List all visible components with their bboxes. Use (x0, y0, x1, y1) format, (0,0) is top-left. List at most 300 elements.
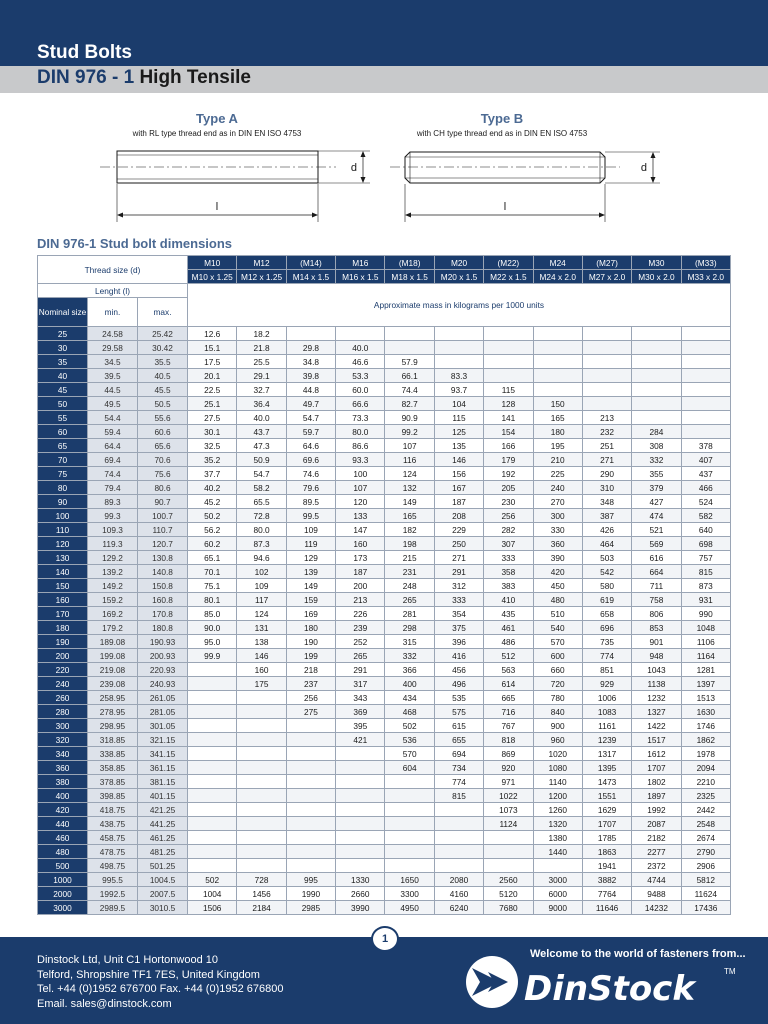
length-min-cell: 149.2 (88, 579, 138, 593)
mass-cell: 89.5 (286, 495, 335, 509)
mass-cell: 920 (484, 761, 533, 775)
nominal-size-cell: 420 (38, 803, 88, 817)
length-min-cell: 54.4 (88, 411, 138, 425)
mass-cell (237, 859, 286, 873)
mass-cell (484, 845, 533, 859)
length-max-cell: 240.93 (138, 677, 188, 691)
table-row (38, 691, 731, 705)
mass-cell (336, 845, 385, 859)
mass-cell: 291 (434, 565, 483, 579)
pitch-header: M22 x 1.5 (484, 270, 533, 284)
mass-cell: 40.0 (336, 341, 385, 355)
mass-cell (237, 775, 286, 789)
mass-cell: 427 (632, 495, 681, 509)
mass-cell: 379 (632, 481, 681, 495)
length-max-cell: 401.15 (138, 789, 188, 803)
mass-cell (286, 775, 335, 789)
mass-cell: 225 (533, 467, 582, 481)
mass-cell (188, 803, 237, 817)
mass-cell: 1140 (533, 775, 582, 789)
nominal-size-cell: 75 (38, 467, 88, 481)
mass-cell: 604 (385, 761, 434, 775)
mass-cell: 93.3 (336, 453, 385, 467)
pitch-header: M33 x 2.0 (681, 270, 730, 284)
table-row (38, 789, 731, 803)
mass-cell (484, 327, 533, 341)
length-min-cell: 69.4 (88, 453, 138, 467)
type-b-d-label: d (640, 162, 647, 174)
mass-cell (632, 369, 681, 383)
mass-cell: 43.7 (237, 425, 286, 439)
mass-cell: 120 (336, 495, 385, 509)
mass-cell: 774 (582, 649, 631, 663)
mass-cell: 74.6 (286, 467, 335, 481)
table-row (38, 411, 731, 425)
mass-cell: 818 (484, 733, 533, 747)
dimensions-table (37, 255, 731, 915)
mass-cell (484, 369, 533, 383)
mass-cell: 1232 (632, 691, 681, 705)
mass-cell: 7680 (484, 901, 533, 915)
mass-cell: 521 (632, 523, 681, 537)
nominal-size-cell: 140 (38, 565, 88, 579)
length-max-cell: 170.8 (138, 607, 188, 621)
type-b-l-label: l (503, 201, 507, 213)
mass-cell: 213 (582, 411, 631, 425)
mass-cell: 421 (336, 733, 385, 747)
type-a-title: Type A (196, 111, 238, 126)
mass-cell (385, 859, 434, 873)
mass-cell: 4744 (632, 873, 681, 887)
mass-cell: 464 (582, 537, 631, 551)
size-header: (M22) (484, 256, 533, 270)
nominal-size-cell: 120 (38, 537, 88, 551)
mass-cell: 780 (533, 691, 582, 705)
mass-cell: 1422 (632, 719, 681, 733)
length-max-cell: 381.15 (138, 775, 188, 789)
mass-cell: 757 (681, 551, 730, 565)
length-max-cell: 70.6 (138, 453, 188, 467)
mass-cell: 116 (385, 453, 434, 467)
table-row (38, 887, 731, 901)
mass-cell: 124 (385, 467, 434, 481)
mass-cell: 104 (434, 397, 483, 411)
length-min-cell: 2989.5 (88, 901, 138, 915)
mass-cell (286, 859, 335, 873)
mass-cell: 1978 (681, 747, 730, 761)
mass-cell: 39.8 (286, 369, 335, 383)
table-row (38, 495, 731, 509)
mass-cell: 1004 (188, 887, 237, 901)
mass-cell: 1863 (582, 845, 631, 859)
mass-cell: 175 (237, 677, 286, 691)
mass-cell: 70.1 (188, 565, 237, 579)
nominal-size-cell: 25 (38, 327, 88, 341)
mass-cell: 360 (533, 537, 582, 551)
mass-cell: 50.2 (188, 509, 237, 523)
mass-cell (533, 341, 582, 355)
mass-cell: 210 (533, 453, 582, 467)
mass-cell: 616 (632, 551, 681, 565)
length-max-cell: 321.15 (138, 733, 188, 747)
mass-cell: 56.2 (188, 523, 237, 537)
mass-cell: 192 (484, 467, 533, 481)
mass-cell: 199 (286, 649, 335, 663)
nominal-size-cell: 30 (38, 341, 88, 355)
mass-cell: 230 (484, 495, 533, 509)
nominal-size-cell: 45 (38, 383, 88, 397)
mass-cell: 141 (484, 411, 533, 425)
mass-cell: 1707 (632, 761, 681, 775)
mass-cell (582, 327, 631, 341)
mass-cell (434, 341, 483, 355)
nominal-size-cell: 440 (38, 817, 88, 831)
mass-cell: 929 (582, 677, 631, 691)
length-max-cell: 361.15 (138, 761, 188, 775)
mass-cell (385, 327, 434, 341)
mass-cell: 1395 (582, 761, 631, 775)
mass-cell: 332 (385, 649, 434, 663)
mass-cell: 80.1 (188, 593, 237, 607)
length-min-cell: 39.5 (88, 369, 138, 383)
mass-cell: 107 (385, 439, 434, 453)
page-title: Stud Bolts (37, 42, 132, 63)
mass-cell: 90.9 (385, 411, 434, 425)
mass-cell: 1473 (582, 775, 631, 789)
length-max-cell: 180.8 (138, 621, 188, 635)
mass-cell: 767 (484, 719, 533, 733)
table-row (38, 523, 731, 537)
table-row (38, 803, 731, 817)
mass-cell: 2182 (632, 831, 681, 845)
size-header: (M33) (681, 256, 730, 270)
nominal-size-cell: 70 (38, 453, 88, 467)
mass-cell: 660 (533, 663, 582, 677)
mass-cell (237, 831, 286, 845)
mass-cell: 131 (237, 621, 286, 635)
grade-label: High Tensile (139, 67, 251, 88)
mass-cell: 2548 (681, 817, 730, 831)
mass-cell: 15.1 (188, 341, 237, 355)
mass-cell (286, 719, 335, 733)
mass-cell: 1992 (632, 803, 681, 817)
mass-cell: 333 (434, 593, 483, 607)
mass-cell: 437 (681, 467, 730, 481)
table-row (38, 845, 731, 859)
mass-cell: 580 (582, 579, 631, 593)
mass-cell: 512 (484, 649, 533, 663)
table-row (38, 383, 731, 397)
mass-cell: 300 (533, 509, 582, 523)
mass-cell: 1551 (582, 789, 631, 803)
mass-cell (237, 733, 286, 747)
mass-cell: 205 (484, 481, 533, 495)
mass-cell: 180 (533, 425, 582, 439)
mass-cell: 735 (582, 635, 631, 649)
mass-cell (681, 369, 730, 383)
mass-cell: 11624 (681, 887, 730, 901)
size-header: (M18) (385, 256, 434, 270)
mass-cell: 869 (484, 747, 533, 761)
mass-cell: 2184 (237, 901, 286, 915)
mass-cell: 125 (434, 425, 483, 439)
mass-cell: 60.2 (188, 537, 237, 551)
mass-cell: 1260 (533, 803, 582, 817)
mass-cell: 57.9 (385, 355, 434, 369)
mass-cell: 900 (533, 719, 582, 733)
mass-cell: 149 (286, 579, 335, 593)
mass-cell: 85.0 (188, 607, 237, 621)
mass-cell: 1650 (385, 873, 434, 887)
nominal-size-cell: 190 (38, 635, 88, 649)
mass-cell (188, 705, 237, 719)
mass-cell: 366 (385, 663, 434, 677)
mass-cell (632, 355, 681, 369)
length-max-cell: 110.7 (138, 523, 188, 537)
size-header: M16 (336, 256, 385, 270)
mass-cell: 73.3 (336, 411, 385, 425)
min-label: min. (88, 298, 138, 327)
mass-cell: 851 (582, 663, 631, 677)
mass-cell: 1513 (681, 691, 730, 705)
length-max-cell: 301.05 (138, 719, 188, 733)
size-header: M12 (237, 256, 286, 270)
mass-cell: 22.5 (188, 383, 237, 397)
length-min-cell: 458.75 (88, 831, 138, 845)
pitch-header: M27 x 2.0 (582, 270, 631, 284)
length-label: Lenght (l) (38, 284, 188, 298)
nominal-size-cell: 380 (38, 775, 88, 789)
mass-cell: 256 (484, 509, 533, 523)
mass-cell: 1785 (582, 831, 631, 845)
length-max-cell: 100.7 (138, 509, 188, 523)
mass-cell: 27.5 (188, 411, 237, 425)
mass-cell: 4950 (385, 901, 434, 915)
pitch-header: M20 x 1.5 (434, 270, 483, 284)
table-row (38, 467, 731, 481)
table-row (38, 509, 731, 523)
mass-cell: 291 (336, 663, 385, 677)
length-min-cell: 159.2 (88, 593, 138, 607)
mass-cell: 2080 (434, 873, 483, 887)
type-a-d-label: d (350, 162, 357, 174)
size-header: M24 (533, 256, 582, 270)
mass-cell: 7764 (582, 887, 631, 901)
mass-cell (336, 831, 385, 845)
table-row (38, 817, 731, 831)
mass-cell: 66.6 (336, 397, 385, 411)
mass-cell: 354 (434, 607, 483, 621)
length-min-cell: 29.58 (88, 341, 138, 355)
mass-cell: 5120 (484, 887, 533, 901)
mass-cell (286, 831, 335, 845)
mass-cell: 375 (434, 621, 483, 635)
type-a-l-label: l (215, 201, 219, 213)
mass-cell (434, 327, 483, 341)
size-header: M30 (632, 256, 681, 270)
nominal-size-cell: 500 (38, 859, 88, 873)
mass-cell: 45.2 (188, 495, 237, 509)
mass-cell: 378 (681, 439, 730, 453)
mass-cell: 30.1 (188, 425, 237, 439)
table-row (38, 453, 731, 467)
mass-cell: 282 (484, 523, 533, 537)
type-a-description: with RL type thread end as in DIN EN ISO 4753 (132, 129, 302, 138)
mass-cell (533, 859, 582, 873)
mass-cell: 239 (336, 621, 385, 635)
mass-cell: 270 (533, 495, 582, 509)
mass-cell: 450 (533, 579, 582, 593)
pitch-header: M16 x 1.5 (336, 270, 385, 284)
nominal-size-cell: 150 (38, 579, 88, 593)
mass-cell (336, 789, 385, 803)
mass-cell: 2985 (286, 901, 335, 915)
length-min-cell: 498.75 (88, 859, 138, 873)
mass-cell (286, 817, 335, 831)
length-min-cell: 995.5 (88, 873, 138, 887)
mass-cell: 461 (484, 621, 533, 635)
length-min-cell: 129.2 (88, 551, 138, 565)
length-max-cell: 75.6 (138, 467, 188, 481)
mass-cell: 1083 (582, 705, 631, 719)
nominal-size-cell: 35 (38, 355, 88, 369)
mass-cell: 146 (434, 453, 483, 467)
nominal-size-cell: 65 (38, 439, 88, 453)
table-row (38, 761, 731, 775)
logo-wordmark: DinStock (524, 969, 695, 1009)
mass-cell: 3300 (385, 887, 434, 901)
mass-cell (632, 341, 681, 355)
nominal-size-cell: 160 (38, 593, 88, 607)
mass-cell: 128 (484, 397, 533, 411)
mass-cell: 32.5 (188, 439, 237, 453)
mass-cell: 369 (336, 705, 385, 719)
mass-cell: 237 (286, 677, 335, 691)
mass-cell: 614 (484, 677, 533, 691)
mass-cell: 1006 (582, 691, 631, 705)
length-max-cell: 150.8 (138, 579, 188, 593)
table-row (38, 719, 731, 733)
mass-cell: 54.7 (286, 411, 335, 425)
mass-cell (286, 789, 335, 803)
mass-cell: 400 (385, 677, 434, 691)
length-header-row (38, 284, 731, 298)
mass-cell: 3882 (582, 873, 631, 887)
mass-cell: 86.6 (336, 439, 385, 453)
mass-cell: 1043 (632, 663, 681, 677)
mass-cell: 1327 (632, 705, 681, 719)
size-header: (M27) (582, 256, 631, 270)
mass-cell: 1124 (484, 817, 533, 831)
table-row (38, 621, 731, 635)
mass-cell: 474 (632, 509, 681, 523)
length-max-cell: 481.25 (138, 845, 188, 859)
mass-cell: 540 (533, 621, 582, 635)
mass-cell: 290 (582, 467, 631, 481)
mass-cell (533, 355, 582, 369)
table-caption: DIN 976-1 Stud bolt dimensions (37, 236, 233, 251)
length-min-cell: 338.85 (88, 747, 138, 761)
mass-cell: 271 (582, 453, 631, 467)
mass-cell: 1080 (533, 761, 582, 775)
mass-cell: 1612 (632, 747, 681, 761)
table-row (38, 901, 731, 915)
length-min-cell: 378.85 (88, 775, 138, 789)
nominal-size-cell: 480 (38, 845, 88, 859)
length-max-cell: 441.25 (138, 817, 188, 831)
mass-cell: 6240 (434, 901, 483, 915)
length-max-cell: 65.6 (138, 439, 188, 453)
mass-cell: 64.6 (286, 439, 335, 453)
table-row (38, 341, 731, 355)
mass-cell: 147 (336, 523, 385, 537)
mass-cell: 60.0 (336, 383, 385, 397)
mass-cell: 93.7 (434, 383, 483, 397)
mass-cell (188, 691, 237, 705)
mass-cell (632, 397, 681, 411)
length-max-cell: 130.8 (138, 551, 188, 565)
length-max-cell: 45.5 (138, 383, 188, 397)
mass-cell: 80.0 (336, 425, 385, 439)
length-min-cell: 64.4 (88, 439, 138, 453)
mass-cell: 569 (632, 537, 681, 551)
nominal-size-cell: 90 (38, 495, 88, 509)
mass-cell: 99.9 (188, 649, 237, 663)
phone-fax-line: Tel. +44 (0)1952 676700 Fax. +44 (0)1952 676800 (37, 983, 284, 995)
mass-cell (188, 747, 237, 761)
mass-cell (632, 411, 681, 425)
table-row (38, 831, 731, 845)
mass-cell: 135 (434, 439, 483, 453)
mass-cell: 396 (434, 635, 483, 649)
mass-cell (533, 383, 582, 397)
nominal-size-cell: 60 (38, 425, 88, 439)
mass-cell: 308 (632, 439, 681, 453)
mass-cell: 40.0 (237, 411, 286, 425)
mass-cell (286, 327, 335, 341)
mass-cell: 434 (385, 691, 434, 705)
address-line: Telford, Shropshire TF1 7ES, United Kingdom (37, 968, 260, 981)
mass-cell: 383 (484, 579, 533, 593)
mass-cell: 1317 (582, 747, 631, 761)
mass-cell: 995 (286, 873, 335, 887)
nominal-size-cell: 1000 (38, 873, 88, 887)
mass-cell: 195 (533, 439, 582, 453)
mass-cell: 1020 (533, 747, 582, 761)
mass-cell: 117 (237, 593, 286, 607)
table-row (38, 425, 731, 439)
mass-cell: 83.3 (434, 369, 483, 383)
mass-cell: 109 (286, 523, 335, 537)
mass-cell: 208 (434, 509, 483, 523)
length-max-cell: 261.05 (138, 691, 188, 705)
mass-cell: 65.5 (237, 495, 286, 509)
mass-cell: 99.5 (286, 509, 335, 523)
length-min-cell: 219.08 (88, 663, 138, 677)
mass-cell (385, 803, 434, 817)
mass-cell: 815 (434, 789, 483, 803)
mass-cell: 664 (632, 565, 681, 579)
length-min-cell: 89.3 (88, 495, 138, 509)
mass-cell (188, 859, 237, 873)
mass-cell: 87.3 (237, 537, 286, 551)
mass-cell: 1746 (681, 719, 730, 733)
mass-cell: 115 (484, 383, 533, 397)
length-max-cell: 25.42 (138, 327, 188, 341)
mass-cell: 2674 (681, 831, 730, 845)
mass-cell: 229 (434, 523, 483, 537)
length-min-cell: 358.85 (88, 761, 138, 775)
